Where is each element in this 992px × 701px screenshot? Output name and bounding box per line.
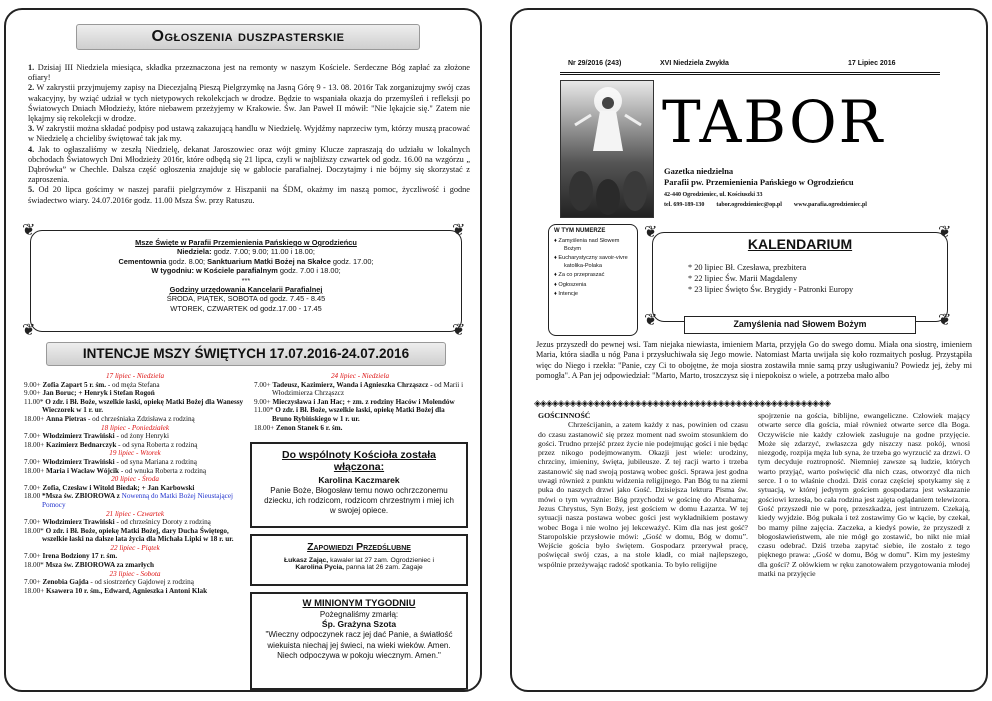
diamond-bullet-icon: ♦ bbox=[554, 255, 559, 261]
intention-name: Kazimierz Bednarczyk bbox=[46, 440, 117, 449]
announcement-number: 3. bbox=[28, 124, 35, 134]
intention-time: 9.00+ bbox=[24, 380, 43, 389]
intention-requester: - od męża Stefana bbox=[106, 380, 160, 389]
intention-novena: Nowenną do Matki Bożej Nieustającej Pomocy bbox=[42, 492, 234, 509]
intention-name: Tadeusz, Kazimierz, Wanda i Agnieszka Chrząszcz bbox=[272, 380, 429, 389]
intention-time: 11.00* bbox=[254, 406, 276, 415]
intention-name: *Msza św. ZBIOROWA z bbox=[41, 492, 122, 501]
announcement-number: 2. bbox=[28, 83, 35, 93]
baptism-box bbox=[250, 442, 468, 528]
intention-day: 18 lipiec - Poniedziałek bbox=[100, 423, 170, 432]
intention-entry bbox=[24, 432, 246, 441]
toc-item bbox=[554, 238, 634, 253]
intention-name: Maria i Wacław Wójcik bbox=[46, 466, 120, 475]
deceased-title: W MINIONYM TYGODNIU bbox=[302, 598, 416, 609]
intention-name: Włodzimierz Trawiński bbox=[42, 518, 115, 527]
calendar-title: KALENDARIUM bbox=[747, 236, 853, 252]
deceased-box bbox=[250, 592, 468, 690]
announcement-item bbox=[28, 83, 470, 124]
announcement-item bbox=[28, 145, 470, 186]
intention-requester: - od wnuka Roberta z rodziną bbox=[119, 466, 207, 475]
intention-requester: - od żony Henryki bbox=[114, 432, 169, 441]
header-rule bbox=[560, 72, 940, 73]
intention-entry bbox=[24, 527, 246, 544]
announcement-number: 1. bbox=[28, 63, 35, 72]
right-page bbox=[510, 8, 988, 692]
baptism-text: Panie Boże, Błogosław temu nowo ochrzczonemu dziecku, ich rodzicom, rodzicom chrzestnym i miej ich w swojej opiece. bbox=[264, 486, 454, 515]
intention-entry bbox=[24, 518, 246, 527]
article-column-1 bbox=[538, 411, 748, 569]
wedding-box bbox=[250, 534, 468, 586]
intention-time: 7.00+ bbox=[24, 457, 43, 466]
intention-entry bbox=[24, 415, 246, 424]
subtitle-1: Gazetka niedzielna bbox=[664, 166, 734, 176]
header-rule-2 bbox=[560, 74, 940, 75]
diamond-bullet-icon: ♦ bbox=[554, 291, 559, 297]
intention-name: O zdr. i Bł. Boże, wszelkie łaski, opiekę Matki Bożej dla Bruno Rybińskiego w 1 r. ur. bbox=[272, 406, 445, 423]
intention-entry bbox=[24, 381, 246, 390]
intention-time: 9.00+ bbox=[24, 389, 43, 398]
intention-time: 18.00* bbox=[24, 561, 46, 570]
parish-contact: tel. 699-189-130 tabor.ogrodzieniec@op.pl www.parafia.ogrodzieniec.pl bbox=[664, 202, 867, 208]
intention-name: Jan Boruc; + Henryk i Stefan Rogoń bbox=[42, 389, 155, 398]
schedule-weekday: W tygodniu: w Kościele parafialnym godz. 7.00 i 18.00; bbox=[151, 266, 341, 276]
announcement-text: W zakrystii można składać podpisy pod ustawą zakazującą handlu w Niedzielę. Wyjdźmy naprzeciw tym, którzy muszą pracować w Niedzielę a chcieliby świętować tak jak my. bbox=[28, 124, 470, 144]
intention-name: Włodzimierz Trawiński bbox=[42, 457, 115, 466]
article-column-2: spojrzenie na gościa, biblijne, ewangeliczne. Człowiek mający otwarte serce dla gościa, miał również otwarte serce dla Boga. Oczywiście nie każdy człowiek zasługuje na godne przyjęcie. Może się zdarzyć, zwłaszcza gdy niszczy nasz pokój, wnosi niezgodę, rozpija męża lub syna, że trzeba go wyrzucić za drzwi. O tym decyduje roztropność. Niemniej zawsze są ludzie, których warto przyjąć, warto poświęcić dla nich czas, otworzyć dla nich serce. I o to właśnie chodzi. Dziś coraz częściej spotykamy się z sytuacją, w której jedynym gościem gospodarza jest wskazanie gościowi krzesła, bo cała rodzina jest zajęta oglądaniem telewizora. Gość przyszedł nie w porę, przeszkadza, jest intruzem. Czekają, kiedy wyjdzie. Bóg pukała i też zostawimy Go w kącie, by czekał, bo mamy pilne zajęcia. Zaczeka, a kiedyś powie, że przyszedł z błogosławieństwem, ale nie mógł go zostawić, bo nikt nie miał czasu odebrać. Dziś trzeba zapytać siebie, ile zostało z tego pięknego prawa: „Gość w domu, Bóg w domu”. Kim my jesteśmy dla gości? Z ołówkiem w ręku zanotowałem przygotowania młodej matki na przyjęcie bbox=[758, 411, 970, 579]
intention-requester: - od syna Mariana z rodziną bbox=[114, 457, 197, 466]
reflection-title: Zamyślenia nad Słowem Bożym bbox=[733, 319, 867, 329]
schedule-sunday: Niedziela: godz. 7.00; 9.00; 11.00 i 18.00; bbox=[177, 247, 315, 257]
intention-time: 18.00+ bbox=[24, 586, 47, 595]
toc-item-label: Zamyślenia nad Słowem Bożym bbox=[558, 238, 620, 252]
subtitle-2: Parafii pw. Przemienienia Pańskiego w Ogrodzieńcu bbox=[664, 177, 854, 187]
deceased-subtitle: Pożegnaliśmy zmarłą: bbox=[319, 610, 399, 619]
announcements-heading: Ogłoszenia duszpasterskie bbox=[151, 28, 345, 45]
schedule-stars: *** bbox=[241, 275, 251, 285]
intention-entry bbox=[24, 398, 246, 415]
toc-list bbox=[554, 238, 634, 301]
announcement-text: Dzisiaj III Niedziela miesiąca, składka przeznaczona jest na remonty w naszym Kościele. Serdeczne Bóg zapłać za złożone ofiary! bbox=[28, 63, 470, 83]
toc-item bbox=[554, 291, 634, 299]
deceased-quote: "Wieczny odpoczynek racz jej dać Panie, a światłość wiekuista niechaj jej świeci, na wieki wieków. Amen. Niech odpoczywa w pokoju wiecznym. Amen." bbox=[265, 630, 453, 660]
intention-requester: - od syna Roberta z rodziną bbox=[116, 440, 198, 449]
intention-time: 18.00+ bbox=[24, 440, 47, 449]
intention-time: 18.00* bbox=[24, 526, 46, 535]
wedding-title: Zapowiedzi Przedślubne bbox=[307, 541, 411, 553]
intention-time: 9.00+ bbox=[254, 397, 273, 406]
intention-name: O zdr. i Bł. Boże, opiekę Matki Bożej, dary Ducha Świętego, wszelkie łaski na dalsze lata życia dla Michała Lipki w 18 r. ur. bbox=[42, 526, 234, 544]
baptism-title: Do wspólnoty Kościoła została włączona: bbox=[281, 449, 437, 473]
scroll-ornament-icon: ❦ bbox=[938, 222, 952, 241]
intention-name: Włodzimierz Trawiński bbox=[42, 432, 115, 441]
toc-item-label: Za co przepraszać bbox=[558, 272, 605, 278]
intention-requester: - od chrześnicy Doroty z rodziną bbox=[114, 518, 211, 527]
intention-name: O zdr. i Bł. Boże, wszelkie łaski, opiekę Matki Bożej dla Wanessy Wieczorek w 1 r. ur. bbox=[42, 397, 244, 415]
intention-entry bbox=[24, 467, 246, 476]
intention-time: 7.00+ bbox=[24, 552, 43, 561]
intention-name: Zenobia Gajda bbox=[42, 578, 89, 587]
toc-item-label: Intencje bbox=[558, 291, 579, 297]
intention-day: 20 lipiec - Środa bbox=[111, 475, 159, 484]
scroll-ornament-icon: ❦ bbox=[22, 320, 36, 339]
intention-entry bbox=[24, 587, 246, 596]
intention-day: 24 lipiec - Niedziela bbox=[330, 372, 390, 380]
intention-entry bbox=[24, 458, 246, 467]
calendar-list bbox=[688, 262, 853, 295]
diamond-bullet-icon: ♦ bbox=[554, 272, 559, 278]
intention-name: Ksawera 10 r. śm., Edward, Agnieszka i Antoni Klak bbox=[46, 586, 208, 595]
intentions-column-2 bbox=[254, 372, 466, 432]
intention-requester: - od siostrzeńcy Gajdowej z rodziną bbox=[88, 578, 194, 587]
announcement-item bbox=[28, 185, 470, 205]
intention-name: Mieczysława i Jan Hac; + zm. z rodziny Haców i Molendów bbox=[272, 397, 455, 406]
intention-time: 18.00+ bbox=[24, 466, 47, 475]
intention-time: 18.00+ bbox=[254, 423, 277, 432]
intention-entry bbox=[254, 381, 466, 398]
intention-day: 17 lipiec - Niedziela bbox=[105, 372, 165, 380]
intention-time: 18.00 bbox=[24, 492, 42, 501]
schedule-cementownia: Cementownia godz. 8.00; Sanktuarium Matki Bożej na Skałce godz. 17.00; bbox=[118, 256, 374, 266]
announcement-item bbox=[28, 63, 470, 83]
article-text-1: Chrześcijanin, a zatem każdy z nas, powinien od czasu do czasu zastanowić się przez moment nad swoim stosunkiem do gości. Trudno przejść przez życie nie podejmując gości i nie będąc przez nikogo podejmowanym. Okazji jest wiele: urodziny, chrzciny, imieniny, święta, jubileusze. Z tej racji warto i trzeba zastanowić się nad swoją postawą wobec gości. Sprawa jest godna uwagi również z punktu widzenia religijnego. Pan Bóg tu na ziemi puka do naszych drzwi jako Gość. Dzisiejsza lektura Pisma św. mówi o tym wyraźnie: Bóg przychodzi w gościnę do Abrahama; Jezus Chrystus, Syn Boży, jest gościem w domu Łazarza. W tej sytuacji nasza postawa wobec gości jest wykładnikiem postawy wobec Boga i nie wolno jej lekceważyć. Kim dla nas jest gość? Staropolskie przysłowie mówi: „Gość w domu, Bóg w domu”. Wejście gościa było świętem. Gospodarz przerywał pracę, poświęcał swój czas, a na stole kładł, co miał najlepszego, wspólnie przeżywając radość spotkania. To było religijne bbox=[538, 420, 748, 569]
calendar-entry: * 22 lipiec Św. Marii Magdaleny bbox=[688, 274, 798, 283]
toc-item bbox=[554, 282, 634, 290]
ornament-divider: ◈◈◈◈◈◈◈◈◈◈◈◈◈◈◈◈◈◈◈◈◈◈◈◈◈◈◈◈◈◈◈◈◈◈◈◈◈◈◈◈◈◈◈◈◈◈◈◈◈◈ bbox=[534, 398, 831, 408]
toc-item-label: Eucharystyczny savoir-vivre katolika-Polaka bbox=[558, 255, 628, 269]
intention-entry bbox=[24, 492, 246, 509]
intention-entry bbox=[24, 552, 246, 561]
intention-entry bbox=[254, 406, 466, 423]
intention-name: Msza św. ZBIOROWA za zmarłych bbox=[45, 561, 154, 570]
scroll-ornament-icon: ❦ bbox=[452, 320, 466, 339]
office-hours-1: ŚRODA, PIĄTEK, SOBOTA od godz. 7.45 - 8.45 bbox=[166, 294, 326, 304]
intention-entry bbox=[24, 561, 246, 570]
intention-time: 7.00+ bbox=[24, 483, 43, 492]
intention-name: Zofia, Czesław i Witold Biedak; + Jan Karbowski bbox=[42, 483, 195, 492]
diamond-bullet-icon: ♦ bbox=[554, 238, 559, 244]
intention-time: 7.00+ bbox=[254, 380, 273, 389]
toc-item bbox=[554, 255, 634, 270]
intentions-column-1 bbox=[24, 372, 246, 595]
announcement-text: Jak to ogłaszaliśmy w zeszłą Niedzielę, dekanat Jaroszowiec oraz wójt gminy Klucze zapraszają do udziału w lokalnych obchodach Światowych Dni Młodzieży 2016r, które odbędą się 21 lipca, czyli w najbliższy czwartek od godz. 16.00 na wzgórzu „ Dąbrówka” w Chechle. Dalsza część ogłoszenia znajduje się w gablocie parafialnej. Doczytajmy i nie bójmy się skorzystać z zaproszenia. bbox=[28, 144, 470, 185]
announcement-text: Od 20 lipca gościmy w naszej parafii pielgrzymów z Hiszpanii na ŚDM, okażmy im naszą pomoc, życzliwość i godne świadectwo wiary. 24.07.2016r godz. 11.00 Msza Św. przy Ratuszu. bbox=[28, 185, 470, 205]
intention-day: 19 lipiec - Wtorek bbox=[109, 449, 161, 458]
calendar-entry: * 20 lipiec Bł. Czesława, prezbitera bbox=[688, 263, 807, 272]
intention-name: Zenon Stanek 6 r. śm. bbox=[276, 423, 343, 432]
christ-figure-icon bbox=[561, 81, 655, 219]
newspaper-title: TABOR bbox=[662, 88, 885, 156]
sunday-name: XVI Niedziela Zwykła bbox=[660, 60, 729, 67]
intention-entry bbox=[24, 578, 246, 587]
intention-day: 23 lipiec - Sobota bbox=[109, 569, 161, 578]
calendar-entry: * 23 lipiec Święto Św. Brygidy - Patronki Europy bbox=[688, 285, 854, 294]
wedding-line-2: Karolina Pycia, panna lat 26 zam. Zagaje bbox=[295, 564, 423, 571]
scroll-ornament-icon: ❦ bbox=[938, 310, 952, 329]
toc-title: W TYM NUMERZE bbox=[554, 228, 606, 234]
intention-name: Anna Pietras bbox=[46, 414, 87, 423]
intentions-heading: INTENCJE MSZY ŚWIĘTYCH 17.07.2016-24.07.2016 bbox=[82, 346, 410, 361]
article-title: GOŚCINNOŚĆ bbox=[538, 411, 591, 420]
intention-entry bbox=[24, 484, 246, 493]
intention-time: 7.00+ bbox=[24, 518, 43, 527]
toc-item-label: Ogłoszenia bbox=[558, 281, 587, 288]
intention-time: 18.00+ bbox=[24, 414, 47, 423]
announcements-list bbox=[28, 63, 470, 206]
intention-requester: - od chrześniaka Zdzisława z rodziną bbox=[86, 414, 195, 423]
intention-entry bbox=[254, 398, 466, 407]
intention-time: 11.00* bbox=[24, 397, 46, 406]
schedule-title: Msze Święte w Parafii Przemienienia Pańskiego w Ogrodzieńcu bbox=[135, 238, 357, 247]
issue-date: 17 Lipiec 2016 bbox=[848, 60, 896, 67]
intention-requester: - od Marii i Włodzimierza Chrząszcz bbox=[272, 380, 464, 398]
announcement-number: 5. bbox=[28, 185, 35, 195]
intention-name: Irena Bodziony 17 r. śm. bbox=[42, 552, 118, 561]
issue-number: Nr 29/2016 (243) bbox=[568, 60, 622, 67]
intention-time: 7.00+ bbox=[24, 578, 43, 587]
office-hours-2: WTOREK, CZWARTEK od godz.17.00 - 17.45 bbox=[170, 303, 322, 313]
office-title: Godziny urzędowania Kancelarii Parafialnej bbox=[169, 285, 323, 295]
gospel-text: Jezus przyszedł do pewnej wsi. Tam niejaka niewiasta, imieniem Marta, przyjęła Go do swego domu. Miała ona siostrę, imieniem Maria, która siadła u nóg Pana i przysłuchiwała się Jego mowie. Natomiast Marta uwijała się koło rozmaitych posług. Przystąpiła więc do Niego i rzekła: "Panie, czy Ci to obojętne, że moja siostra zostawiła mnie samą przy usługiwaniu? Powiedz jej, żeby mi pomogła". A Pan jej odpowiedział: "Marto, Marto, troszczysz się i niepokoisz o wiele, a potrzeba mało albo bbox=[536, 340, 972, 381]
scroll-ornament-icon: ❦ bbox=[644, 310, 658, 329]
schedule-box bbox=[46, 238, 446, 313]
scroll-ornament-icon: ❦ bbox=[22, 220, 36, 239]
diamond-bullet-icon: ♦ bbox=[554, 281, 559, 288]
announcement-text: W zakrystii przyjmujemy zapisy na Diecezjalną Pieszą Pielgrzymkę na Jasną Górę 9 - 13. 08. 2016r Tak zorganizujmy swój czas wakacyjny, by wziąć udział w tych nietypowych rekolekcjach w drodze. Będzie to wspaniała okazja do przemyśleń i refleksji po Światowych Dniach Młodzieży, które niebawem przeżyjemy w Krakowie. Św. Jan Paweł II mówił: "Nie lękajcie się." Zatem nie lękajmy się rekolekcji w drodze. bbox=[28, 83, 470, 124]
parish-address: 42-440 Ogrodzieniec, ul. Kościuszki 33 bbox=[664, 192, 763, 198]
announcement-item bbox=[28, 124, 470, 144]
left-page bbox=[4, 8, 482, 692]
scroll-ornament-icon: ❦ bbox=[644, 222, 658, 241]
intention-entry bbox=[24, 441, 246, 450]
scroll-ornament-icon: ❦ bbox=[452, 220, 466, 239]
intention-entry bbox=[24, 389, 246, 398]
transfiguration-image bbox=[560, 80, 654, 218]
intention-entry bbox=[254, 424, 466, 433]
intention-day: 22 lipiec - Piątek bbox=[110, 543, 160, 552]
baptism-name: Karolina Kaczmarek bbox=[318, 475, 400, 485]
wedding-line-1: Łukasz Zając, kawaler lat 27 zam. Ogrodzieniec i bbox=[284, 557, 434, 564]
intention-time: 7.00+ bbox=[24, 432, 43, 441]
announcement-number: 4. bbox=[28, 144, 35, 154]
intention-name: Zofia Zapart 5 r. śm. bbox=[42, 380, 107, 389]
deceased-name: Śp. Grażyna Szota bbox=[321, 619, 397, 629]
toc-item bbox=[554, 272, 634, 280]
intention-day: 21 lipiec - Czwartek bbox=[105, 509, 165, 518]
